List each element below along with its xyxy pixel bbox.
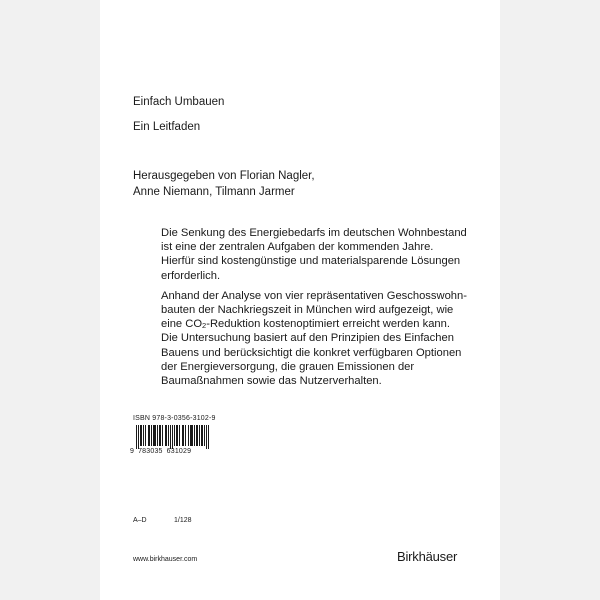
blurb-line: Die Senkung des Energiebedarfs im deutschen Wohnbestand <box>161 227 467 239</box>
barcode-digits-left: 783035 <box>138 448 163 455</box>
publisher-logo: Birkhäuser <box>397 549 458 564</box>
blurb-line: Die Untersuchung basiert auf den Prinzipien des Einfachen <box>161 332 454 345</box>
blurb-line: ist eine der zentralen Aufgaben der kommenden Jahre. <box>161 241 434 254</box>
blurb-line: Baumaßnahmen sowie das Nutzerverhalten. <box>161 375 382 388</box>
editors-line: Herausgegeben von Florian Nagler, <box>133 170 315 182</box>
book-subtitle: Ein Leitfaden <box>133 121 201 133</box>
isbn-label: ISBN 978-3-0356-3102-9 <box>133 415 216 422</box>
isbn-barcode <box>130 425 218 465</box>
publisher-url: www.birkhauser.com <box>133 556 198 563</box>
blurb-line: Anhand der Analyse von vier repräsentativen Geschosswohn- <box>161 289 467 302</box>
blurb-line: erforderlich. <box>161 269 221 282</box>
blurb-paragraph <box>161 289 501 388</box>
editors-credit <box>133 168 315 200</box>
barcode-digits-right: 631029 <box>166 448 192 455</box>
blurb-paragraph <box>161 226 501 283</box>
blurb-text <box>161 226 501 394</box>
book-back-cover <box>100 0 500 600</box>
blurb-fragment: -Reduktion kostenoptimiert erreicht werden kann. <box>206 318 450 331</box>
page-count: 1/128 <box>174 517 192 524</box>
blurb-line: Hierfür sind kostengünstige und materialsparende Lösungen <box>161 255 461 268</box>
editors-line: Anne Niemann, Tilmann Jarmer <box>133 186 295 198</box>
barcode-digit-prefix: 9 <box>130 448 135 455</box>
blurb-subscript: 2 <box>202 321 207 331</box>
blurb-line: bauten der Nachkriegszeit in München wird aufgezeigt, wie <box>161 304 454 317</box>
blurb-line: Bauens und berücksichtigt die konkret verfügbaren Optionen <box>161 346 462 359</box>
book-title: Einfach Umbauen <box>133 96 225 108</box>
barcode-icon <box>130 425 218 449</box>
country-code: A–D <box>133 517 147 524</box>
blurb-line: der Energieversorgung, die grauen Emissionen der <box>161 360 415 373</box>
blurb-line <box>161 317 501 331</box>
barcode-digits <box>130 448 220 455</box>
blurb-fragment: eine CO <box>161 318 203 331</box>
